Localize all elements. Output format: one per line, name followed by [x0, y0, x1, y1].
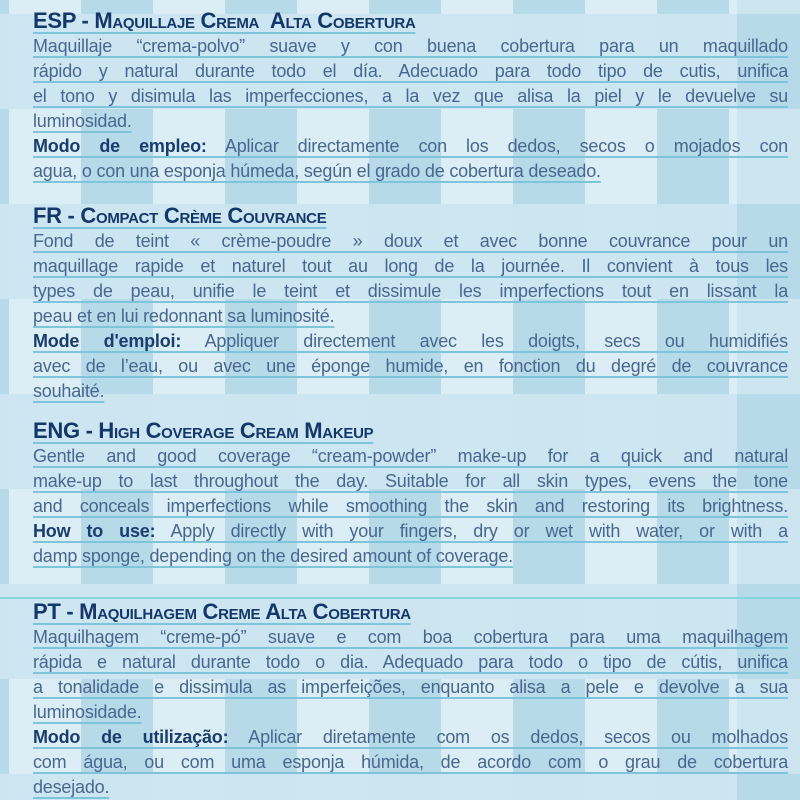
text-line: rápida e natural durante todo o dia. Adequado para todo o tipo de cútis, unifica: [33, 652, 788, 672]
section-fr-body: [33, 229, 788, 404]
section-pt: [33, 599, 788, 800]
text-line: rápido y natural durante todo el día. Adecuado para todo tipo de cutis, unifica: [33, 61, 788, 81]
usage-label: Mode d'emploi:: [33, 331, 182, 351]
text-line: make-up to last throughout the day. Suitable for all skin types, evens the tone: [33, 471, 788, 491]
text-line: desejado.: [33, 777, 110, 797]
section-esp-heading: ESP - Maquillaje Crema Alta Cobertura: [33, 8, 416, 33]
text-line: el tono y disimula las imperfecciones, a la vez que alisa la piel y le devuelve su: [33, 86, 788, 106]
section-fr-heading: FR - Compact Crème Couvrance: [33, 203, 327, 228]
section-eng: [33, 418, 788, 569]
text-line: peau et en lui redonnant sa luminosité.: [33, 306, 335, 326]
text-line: a tonalidade e dissimula as imperfeições, enquanto alisa a pele e devolve a sua: [33, 677, 788, 697]
section-pt-heading: PT - Maquilhagem Creme Alta Cobertura: [33, 599, 411, 624]
section-esp-body: [33, 34, 788, 184]
text-line: maquillage rapide et naturel tout au long de la journée. Il convient à tous les: [33, 256, 788, 276]
text-line: agua, o con una esponja húmeda, según el grado de cobertura deseado.: [33, 161, 601, 181]
text-line: avec de l’eau, ou avec une éponge humide, en fonction du degré de couvrance: [33, 356, 788, 376]
text-line: Maquilhagem “creme-pó” suave e com boa cobertura para uma maquilhagem: [33, 627, 788, 647]
text-line: souhaité.: [33, 381, 105, 401]
text-line: luminosidade.: [33, 702, 142, 722]
usage-label: How to use:: [33, 521, 156, 541]
text-line: damp sponge, depending on the desired amount of coverage.: [33, 546, 513, 566]
text-line: types de peau, unifie le teint et dissimule les imperfections tout en lissant la: [33, 281, 788, 301]
text-line: com água, ou com uma esponja húmida, de acordo com o grau de cobertura: [33, 752, 788, 772]
section-pt-body: [33, 625, 788, 800]
text-line: luminosidad.: [33, 111, 132, 131]
section-eng-body: [33, 444, 788, 569]
text-line: Mode d'emploi: Appliquer directement avec les doigts, secs ou humidifiés: [33, 331, 788, 351]
section-eng-heading: ENG - High Coverage Cream Makeup: [33, 418, 374, 443]
text-line: Fond de teint « crème-poudre » doux et avec bonne couvrance pour un: [33, 231, 788, 251]
usage-label: Modo de empleo:: [33, 136, 207, 156]
usage-label: Modo de utilização:: [33, 727, 229, 747]
text-line: How to use: Apply directly with your fingers, dry or wet with water, or with a: [33, 521, 788, 541]
text-line: Maquillaje “crema-polvo” suave y con buena cobertura para un maquillado: [33, 36, 788, 56]
text-line: Modo de utilização: Aplicar diretamente com os dedos, secos ou molhados: [33, 727, 789, 747]
section-fr: [33, 203, 788, 404]
text-line: and conceals imperfections while smoothing the skin and restoring its brightness.: [33, 496, 788, 516]
text-line: Modo de empleo: Aplicar directamente con los dedos, secos o mojados con: [33, 136, 788, 156]
section-esp: [33, 8, 788, 184]
text-line: Gentle and good coverage “cream-powder” make-up for a quick and natural: [33, 446, 788, 466]
